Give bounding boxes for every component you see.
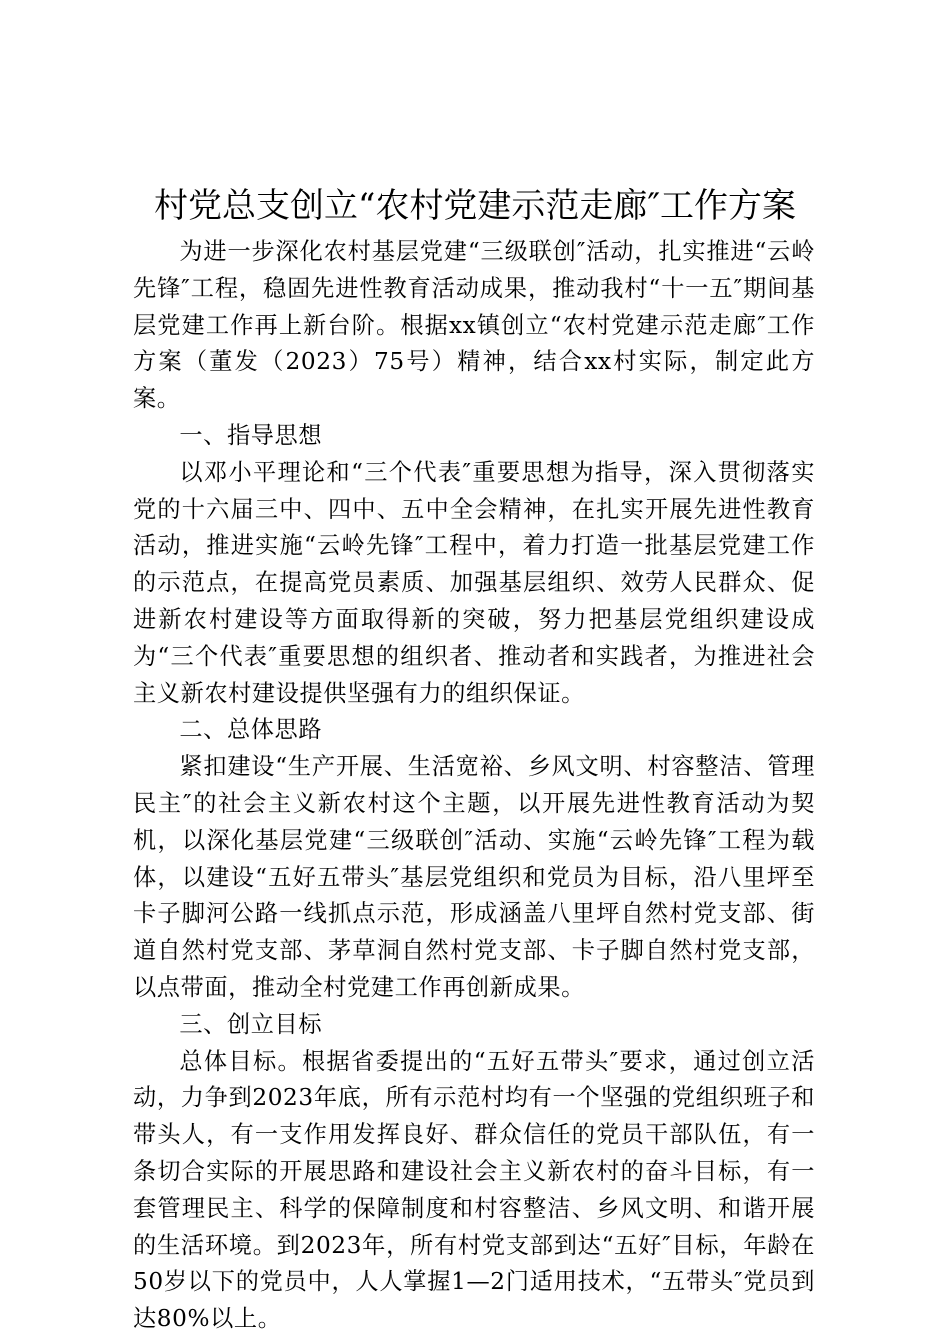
- document-body: [133, 234, 815, 1338]
- goals-paragraph: 总体目标。根据省委提出的“五好五带头″要求，通过创立活动，力争到2023年底，所有示范村均有一个坚强的党组织班子和带头人，有一支作用发挥良好、群众信任的党员干部队伍，有一条切合实际的开展思路和建设社会主义新农村的奋斗目标，有一套管理民主、科学的保障制度和村容整洁、乡风文明、和谐开展的生活环境。到2023年，所有村党支部到达“五好″目标，年龄在50岁以下的党员中，人人掌握1—2门适用技术，“五带头″党员到达80%以上。: [133, 1047, 815, 1333]
- section-heading-guiding-ideology: 一、指导思想: [179, 421, 323, 449]
- document-title: 村党总支创立“农村党建示范走廊″工作方案: [153, 186, 797, 226]
- section-heading-overall-approach: 二、总体思路: [179, 716, 323, 744]
- overall-approach-paragraph: 紧扣建设“生产开展、生活宽裕、乡风文明、村容整洁、管理民主″的社会主义新农村这个主题，以开展先进性教育活动为契机，以深化基层党建“三级联创″活动、实施“云岭先锋″工程为载体，以建设“五好五带头″基层党组织和党员为目标，沿八里坪至卡子脚河公路一线抓点示范，形成涵盖八里坪自然村党支部、街道自然村党支部、茅草洞自然村党支部、卡子脚自然村党支部，以点带面，推动全村党建工作再创新成果。: [133, 753, 815, 1001]
- section-heading-goals: 三、创立目标: [179, 1010, 323, 1038]
- intro-paragraph: 为进一步深化农村基层党建“三级联创″活动，扎实推进“云岭先锋″工程，稳固先进性教育活动成果，推动我村“十一五″期间基层党建工作再上新台阶。根据xx镇创立“农村党建示范走廊″工作方案（董发（2023）75号）精神，结合xx村实际，制定此方案。: [133, 238, 815, 413]
- guiding-ideology-paragraph: 以邓小平理论和“三个代表″重要思想为指导，深入贯彻落实党的十六届三中、四中、五中全会精神，在扎实开展先进性教育活动，推进实施“云岭先锋″工程中，着力打造一批基层党建工作的示范点，在提高党员素质、加强基层组织、效劳人民群众、促进新农村建设等方面取得新的突破，努力把基层党组织建设成为“三个代表″重要思想的组织者、推动者和实践者，为推进社会主义新农村建设提供坚强有力的组织保证。: [133, 458, 815, 707]
